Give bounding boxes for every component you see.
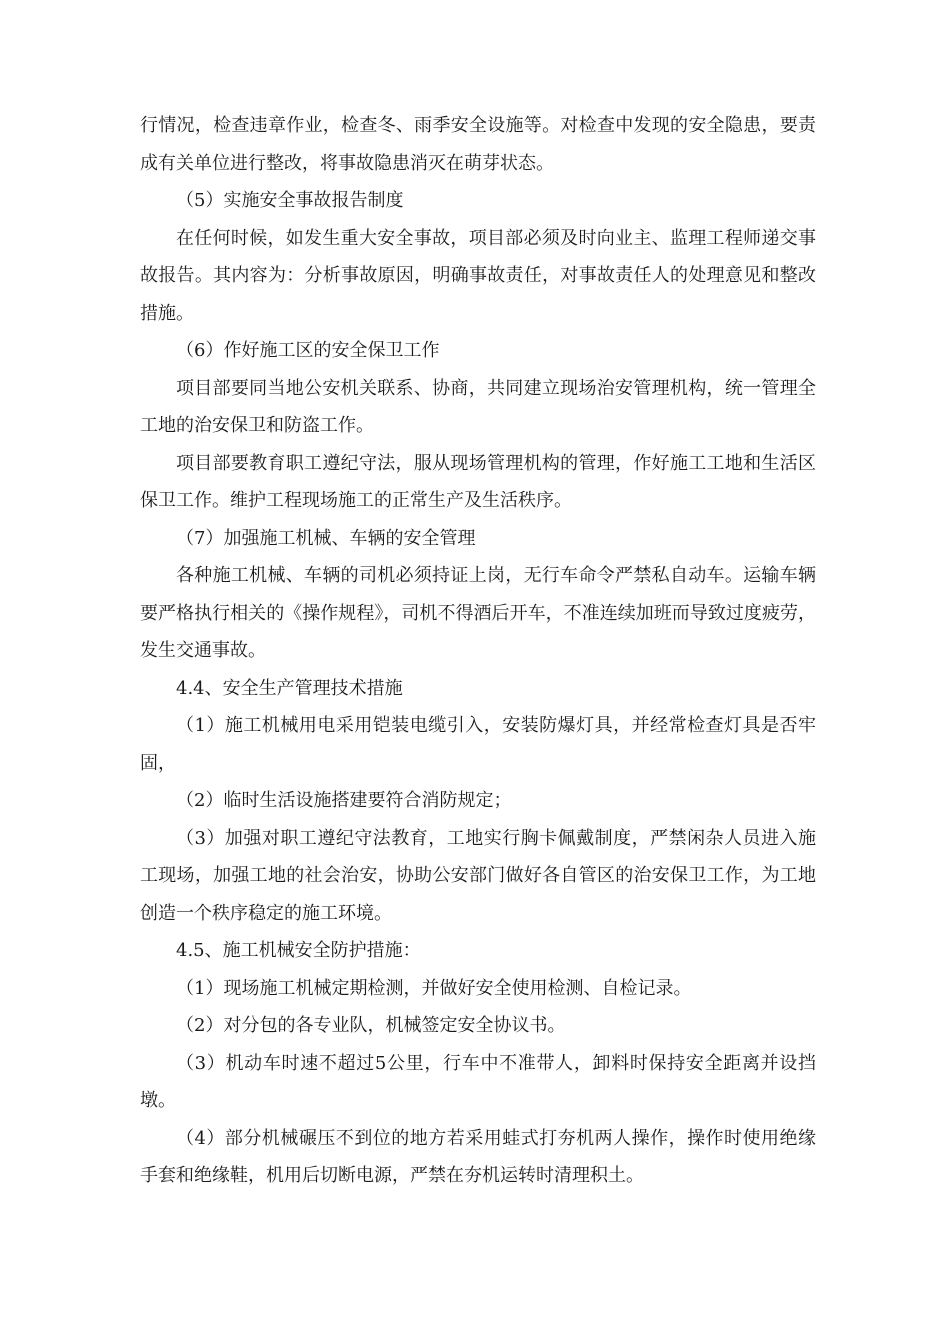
list-item: （3）机动车时速不超过5公里，行车中不准带人，卸料时保持安全距离并设挡墩。 [140, 1052, 816, 1111]
paragraph: 在任何时候，如发生重大安全事故，项目部必须及时向业主、监理工程师递交事故报告。其内容为：分析事故原因，明确事故责任，对事故责任人的处理意见和整改措施。 [140, 227, 816, 324]
list-item: （4）部分机械碾压不到位的地方若采用蛙式打夯机两人操作，操作时使用绝缘手套和绝缘鞋，机用后切断电源，严禁在夯机运转时清理积土。 [140, 1127, 816, 1186]
section-heading: （6）作好施工区的安全保卫工作 [176, 340, 440, 361]
list-item: （2）对分包的各专业队，机械签定安全协议书。 [176, 1015, 566, 1036]
list-item: （1）现场施工机械定期检测，并做好安全使用检测、自检记录。 [176, 977, 692, 999]
section-heading: 4.5、施工机械安全防护措施： [176, 940, 421, 961]
section-heading: （7）加强施工机械、车辆的安全管理 [176, 527, 476, 549]
section-heading: （5）实施安全事故报告制度 [176, 190, 404, 211]
list-item: （2）临时生活设施搭建要符合消防规定； [176, 790, 512, 811]
document-page [140, 107, 816, 1195]
list-item: （1）施工机械用电采用铠装电缆引入，安装防爆灯具，并经常检查灯具是否牢固， [140, 715, 816, 774]
list-item: （3）加强对职工遵纪守法教育，工地实行胸卡佩戴制度，严禁闲杂人员进入施工现场，加强工地的社会治安，协助公安部门做好各自管区的治安保卫工作，为工地创造一个秩序稳定的施工环境。 [140, 827, 816, 924]
section-heading: 4.4、安全生产管理技术措施 [176, 677, 403, 699]
paragraph: 各种施工机械、车辆的司机必须持证上岗，无行车命令严禁私自动车。运输车辆要严格执行相关的《操作规程》，司机不得酒后开车，不准连续加班而导致过度疲劳，发生交通事故。 [140, 565, 816, 661]
paragraph: 项目部要同当地公安机关联系、协商，共同建立现场治安管理机构，统一管理全工地的治安保卫和防盗工作。 [140, 377, 816, 436]
paragraph: 项目部要教育职工遵纪守法，服从现场管理机构的管理，作好施工工地和生活区保卫工作。维护工程现场施工的正常生产及生活秩序。 [140, 452, 816, 511]
paragraph: 行情况，检查违章作业，检查冬、雨季安全设施等。对检查中发现的安全隐患，要责成有关单位进行整改，将事故隐患消灭在萌芽状态。 [140, 115, 816, 174]
